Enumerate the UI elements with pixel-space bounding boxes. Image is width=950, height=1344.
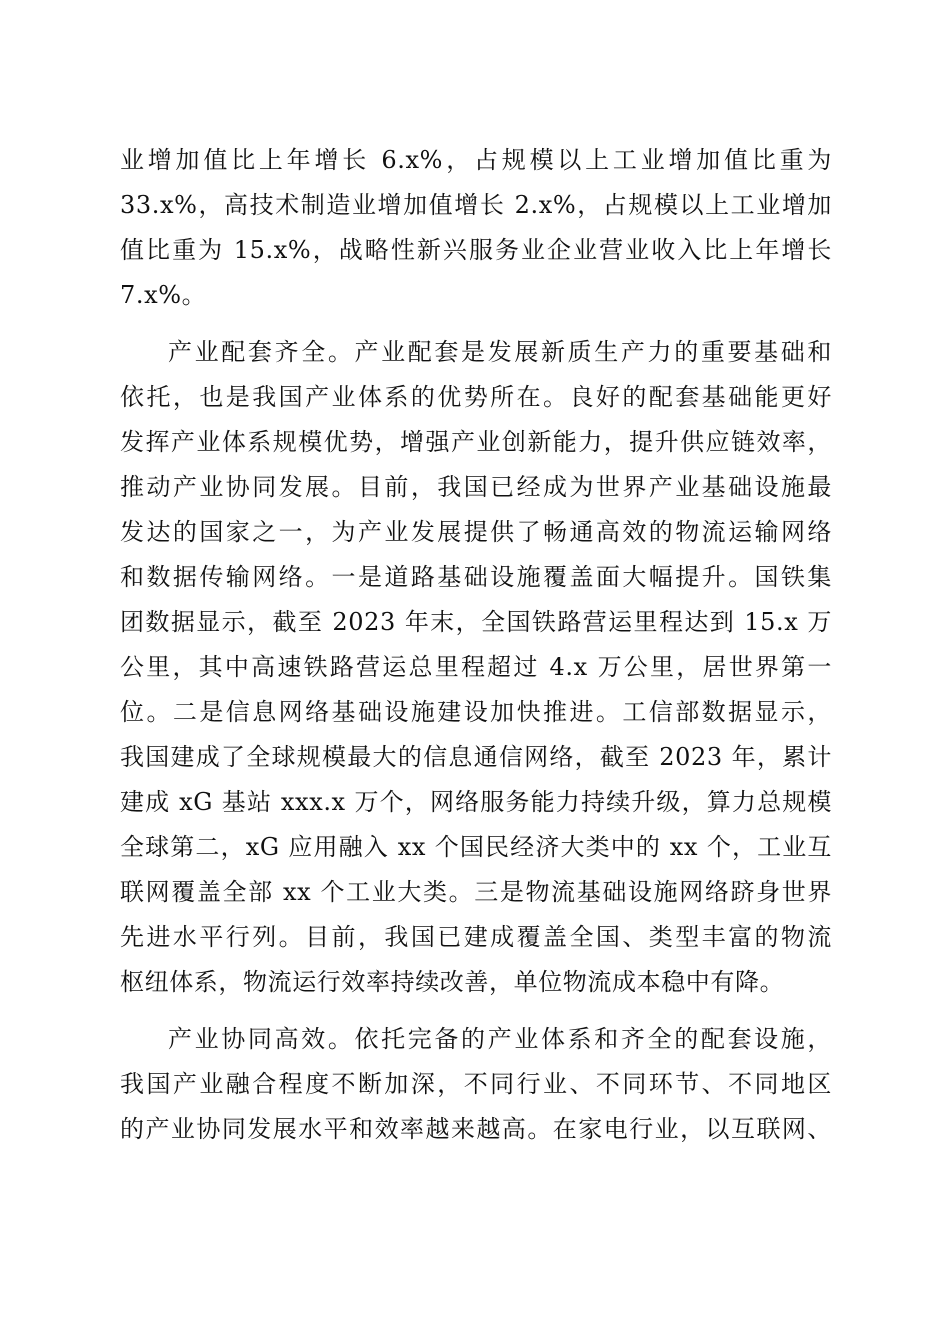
text-line: 推动产业协同发展。目前，我国已经成为世界产业基础设施最 [120,473,832,501]
text-line: 的产业协同发展水平和效率越来越高。在家电行业，以互联网、 [120,1115,832,1143]
paragraph-spacer [120,1005,832,1017]
text-line: 团数据显示，截至 2023 年末，全国铁路营运里程达到 15.x 万 [120,608,832,636]
text-line: 值比重为 15.x%，战略性新兴服务业企业营业收入比上年增长 [120,236,832,264]
text-line: 33.x%，高技术制造业增加值增长 2.x%，占规模以上工业增加 [120,191,832,219]
text-line: 产业协同高效。依托完备的产业体系和齐全的配套设施， [168,1025,832,1053]
text-line: 先进水平行列。目前，我国已建成覆盖全国、类型丰富的物流 [120,923,832,951]
text-line: 建成 xG 基站 xxx.x 万个，网络服务能力持续升级，算力总规模 [120,788,832,816]
document-body [120,138,832,1152]
text-line: 和数据传输网络。一是道路基础设施覆盖面大幅提升。国铁集 [120,563,832,591]
paragraph-2 [120,330,832,1005]
text-line: 联网覆盖全部 xx 个工业大类。三是物流基础设施网络跻身世界 [120,878,832,906]
text-line: 枢纽体系，物流运行效率持续改善，单位物流成本稳中有降。 [120,968,785,996]
text-line: 位。二是信息网络基础设施建设加快推进。工信部数据显示， [120,698,832,726]
text-line: 我国建成了全球规模最大的信息通信网络，截至 2023 年，累计 [120,743,832,771]
text-line: 产业配套齐全。产业配套是发展新质生产力的重要基础和 [168,338,832,366]
paragraph-spacer [120,318,832,330]
text-line: 业增加值比上年增长 6.x%，占规模以上工业增加值比重为 [120,146,832,174]
text-line: 发挥产业体系规模优势，增强产业创新能力，提升供应链效率， [120,428,832,456]
paragraph-3 [120,1017,832,1152]
text-line: 依托，也是我国产业体系的优势所在。良好的配套基础能更好 [120,383,832,411]
text-line: 7.x%。 [120,281,207,309]
paragraph-1 [120,138,832,318]
text-line: 公里，其中高速铁路营运总里程超过 4.x 万公里，居世界第一 [120,653,832,681]
text-line: 发达的国家之一，为产业发展提供了畅通高效的物流运输网络 [120,518,832,546]
text-line: 全球第二，xG 应用融入 xx 个国民经济大类中的 xx 个，工业互 [120,833,832,861]
text-line: 我国产业融合程度不断加深，不同行业、不同环节、不同地区 [120,1070,832,1098]
